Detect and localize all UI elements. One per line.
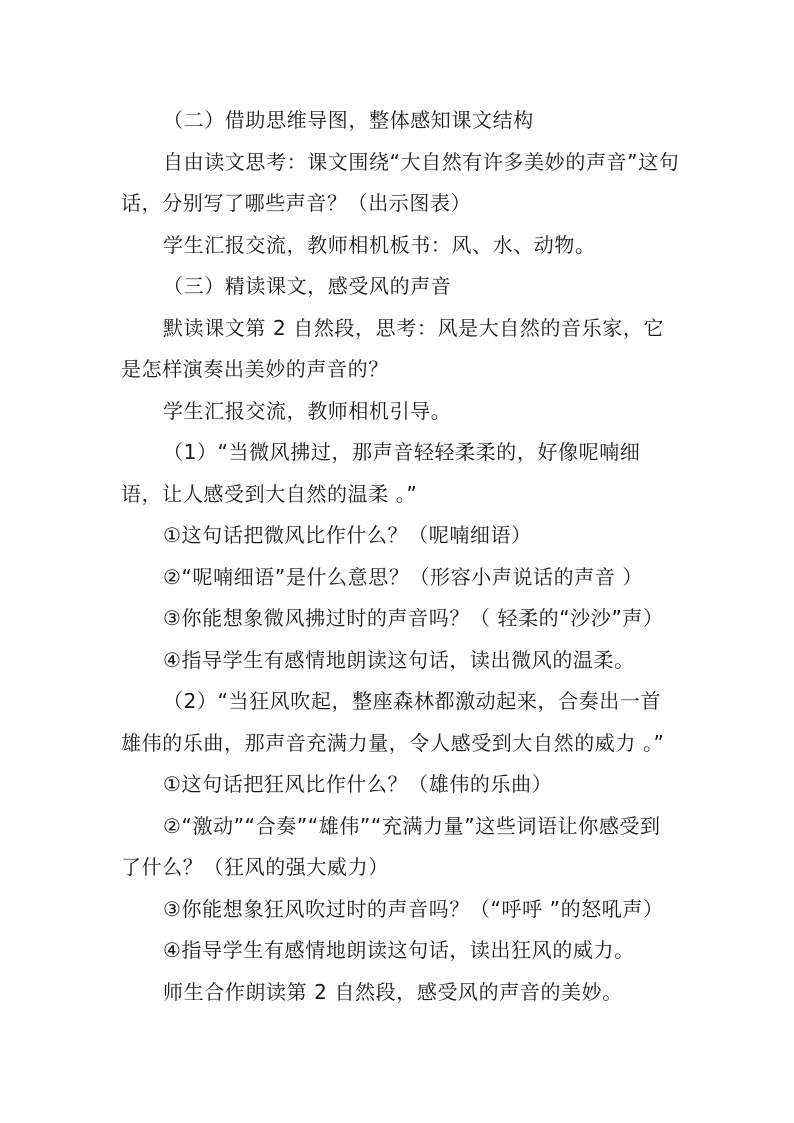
quote-gale: （2）“当狂风吹起，整座森林都激动起来，合奏出一首雄伟的乐曲，那声音充满力量，令人感受到大自然的威力 。” xyxy=(121,689,665,755)
question-gale-2: ②“激动”“合奏”“雄伟”“充满力量”这些词语让你感受到了什么？（狂风的强大威力） xyxy=(121,813,661,879)
paragraph-student-report-board: 学生汇报交流，教师相机板书：风、水、动物。 xyxy=(163,232,596,257)
paragraph-free-reading-question: 自由读文思考：课文围绕“大自然有许多美妙的声音”这句话，分别写了哪些声音？（出示图表） xyxy=(121,149,680,215)
question-breeze-4: ④指导学生有感情地朗读这句话，读出微风的温柔。 xyxy=(163,647,635,672)
question-gale-1: ①这句话把狂风比作什么？（雄伟的乐曲） xyxy=(163,772,553,796)
section-heading-wind-sound: （三）精读课文，感受风的声音 xyxy=(163,274,452,298)
question-breeze-2: ②“呢喃细语”是什么意思？（形容小声说话的声音 ） xyxy=(163,564,644,589)
question-breeze-1: ①这句话把微风比作什么？（呢喃细语） xyxy=(163,523,532,547)
question-gale-4: ④指导学生有感情地朗读这句话，读出狂风的威力。 xyxy=(163,938,635,962)
question-breeze-3: ③你能想象微风拂过时的声音吗？（ 轻柔的“沙沙”声） xyxy=(163,606,664,630)
quote-breeze: （1）“当微风拂过，那声音轻轻柔柔的，好像呢喃细语，让人感受到大自然的温柔 。” xyxy=(121,440,641,506)
document-body xyxy=(121,100,681,1013)
section-heading-mind-map: （二）借助思维导图，整体感知课文结构 xyxy=(163,108,534,132)
paragraph-silent-reading-question: 默读课文第 2 自然段，思考：风是大自然的音乐家，它是怎样演奏出美妙的声音的？ xyxy=(121,315,665,381)
paragraph-group-reading: 师生合作朗读第 2 自然段，感受风的声音的美妙。 xyxy=(163,979,623,1004)
paragraph-student-report-guide: 学生汇报交流，教师相机引导。 xyxy=(163,398,452,423)
question-gale-3: ③你能想象狂风吹过时的声音吗？（“呼呼 ”的怒吼声） xyxy=(163,896,664,921)
